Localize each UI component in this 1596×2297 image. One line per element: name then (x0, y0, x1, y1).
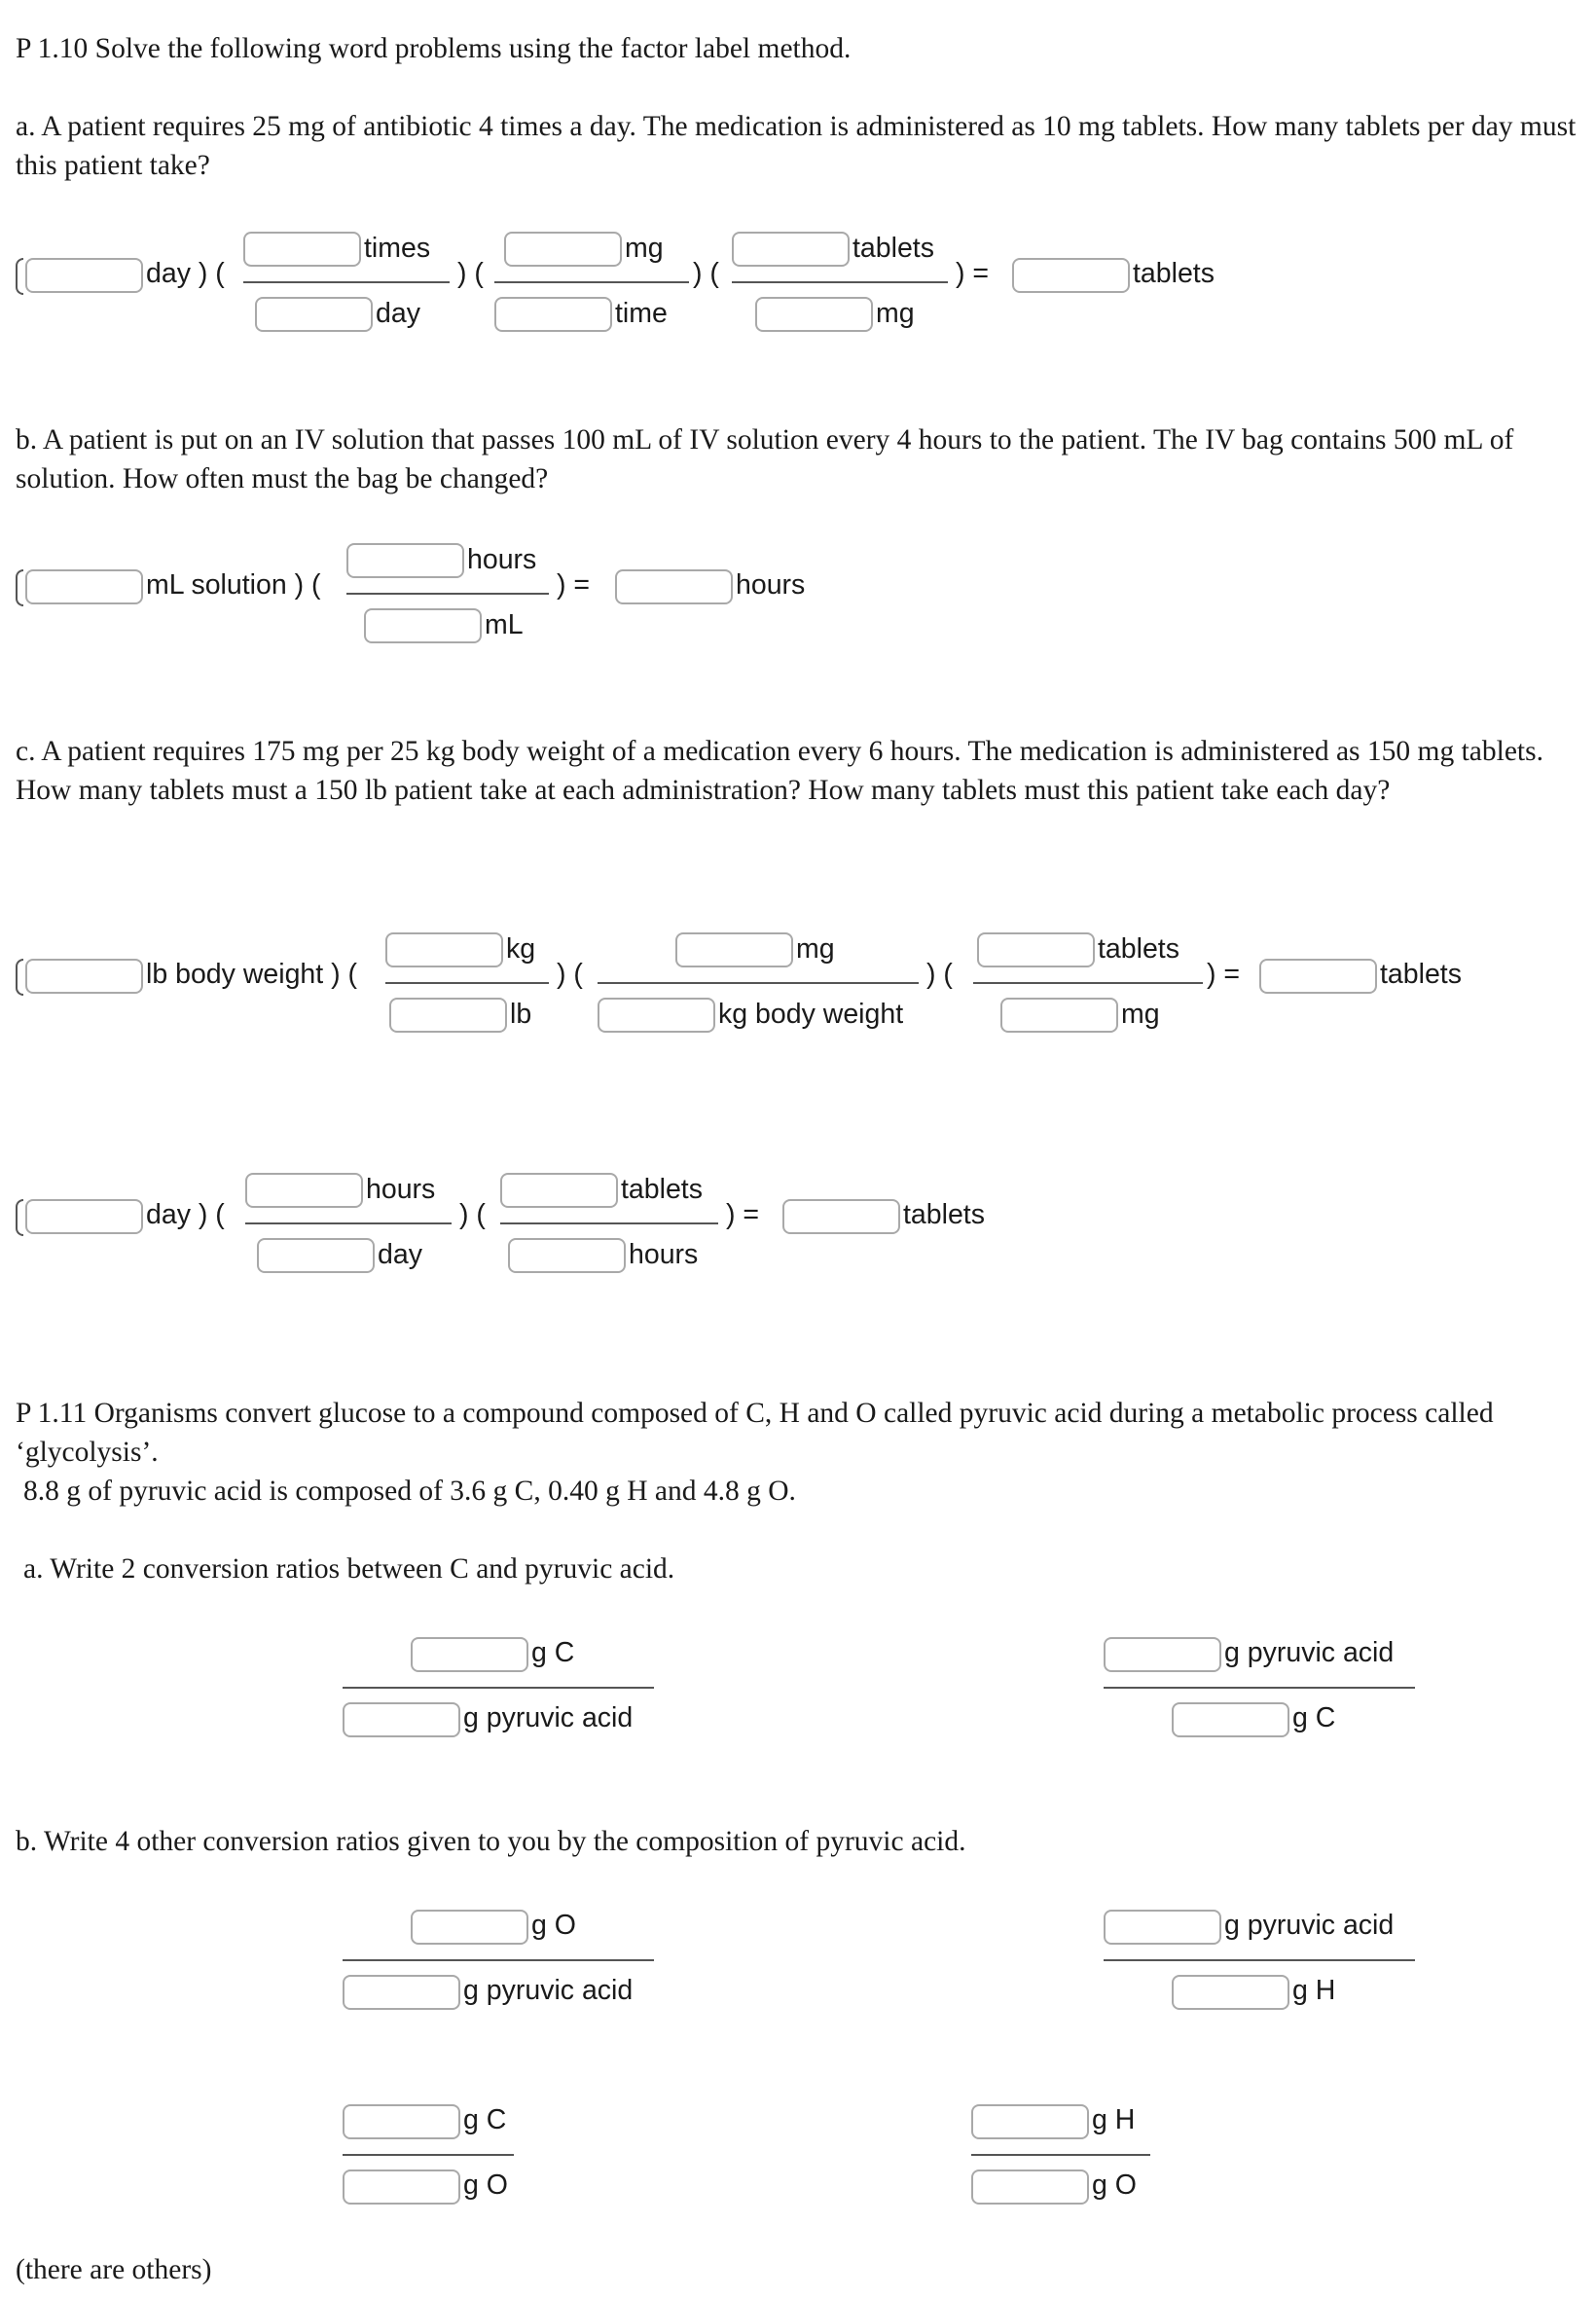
b-result-input[interactable] (615, 569, 733, 604)
a-f3-numerator-input[interactable] (732, 232, 850, 267)
ratio-a2-num-unit: g pyruvic acid (1224, 1637, 1395, 1668)
c2-result-input[interactable] (782, 1199, 900, 1234)
ratio-b4-numerator-input[interactable] (971, 2104, 1089, 2139)
a-f1-num-unit: times (364, 233, 431, 264)
a-close-2: ) ( (693, 258, 719, 289)
c2-result-unit: tablets (903, 1199, 985, 1230)
ratio-a2-denominator-input[interactable] (1172, 1702, 1289, 1737)
ratio-a1-den-unit: g pyruvic acid (463, 1702, 634, 1733)
b-start-unit: mL solution ) ( (146, 569, 321, 601)
a-f2-denominator-input[interactable] (494, 297, 612, 332)
problem-b-question: b. A patient is put on an IV solution that passes 100 mL of IV solution every 4 hours to the patient. The IV bag contains 500 mL of solution. How often must the bag be changed? (16, 424, 1514, 494)
ratio-b3-numerator-input[interactable] (343, 2104, 460, 2139)
ratio-b1-denominator-input[interactable] (343, 1975, 460, 2010)
c1-f3-numerator-input[interactable] (977, 932, 1095, 967)
ratio-b3-denominator-input[interactable] (343, 2169, 460, 2205)
b-start-quantity-input[interactable] (25, 569, 143, 604)
c1-close-1: ) ( (557, 959, 583, 990)
problem-c-question: c. A patient requires 175 mg per 25 kg body weight of a medication every 6 hours. The medication is administered as 150 mg tablets. How many tablets must a 150 lb patient take at each administration? How many tablets must this patient take each day? (16, 736, 1543, 806)
c1-f1-denominator-input[interactable] (389, 998, 507, 1033)
c2-f2-denominator-input[interactable] (508, 1238, 626, 1273)
a-start-quantity-input[interactable] (25, 258, 143, 293)
a-f3-denominator-input[interactable] (755, 297, 873, 332)
ratio-a1-numerator-input[interactable] (411, 1637, 528, 1672)
c2-close-1: ) ( (459, 1199, 486, 1230)
a-start-unit: day ) ( (146, 258, 225, 289)
a-f2-numerator-input[interactable] (504, 232, 622, 267)
b-f1-numerator-input[interactable] (346, 543, 464, 578)
c2-f1-num-unit: hours (366, 1174, 436, 1205)
ratio-b4-num-unit: g H (1092, 2104, 1136, 2135)
ratio-b2-den-unit: g H (1292, 1975, 1336, 2006)
c1-f3-denominator-input[interactable] (1000, 998, 1118, 1033)
c2-start-unit: day ) ( (146, 1199, 225, 1230)
ratio-a2-numerator-input[interactable] (1104, 1637, 1221, 1672)
footnote-others: (there are others) (16, 2254, 212, 2285)
c1-f2-num-unit: mg (796, 933, 835, 965)
c2-f1-denominator-input[interactable] (257, 1238, 375, 1273)
ratio-b1-num-unit: g O (531, 1910, 576, 1941)
ratio-b2-num-unit: g pyruvic acid (1224, 1910, 1395, 1941)
a-f1-numerator-input[interactable] (243, 232, 361, 267)
a-result-input[interactable] (1012, 258, 1130, 293)
c1-f2-numerator-input[interactable] (675, 932, 793, 967)
c1-start-quantity-input[interactable] (25, 959, 143, 994)
c2-equals: ) = (726, 1199, 760, 1230)
problem-1-11a-question: a. Write 2 conversion ratios between C and pyruvic acid. (23, 1553, 675, 1585)
b-f1-denominator-input[interactable] (364, 608, 482, 643)
c1-start-unit: lb body weight ) ( (146, 959, 358, 990)
ratio-b3-num-unit: g C (463, 2104, 507, 2135)
c2-f2-numerator-input[interactable] (500, 1173, 618, 1208)
c1-close-2: ) ( (926, 959, 953, 990)
c1-f3-num-unit: tablets (1098, 933, 1179, 965)
c2-f2-num-unit: tablets (621, 1174, 703, 1205)
problem-a-question: a. A patient requires 25 mg of antibiotic 4 times a day. The medication is administered as 10 mg tablets. How many tablets per day must this patient take? (16, 111, 1577, 181)
ratio-b2-denominator-input[interactable] (1172, 1975, 1289, 2010)
a-f3-den-unit: mg (876, 298, 915, 329)
a-f1-denominator-input[interactable] (255, 297, 373, 332)
a-close-1: ) ( (457, 258, 484, 289)
problem-1-11-composition: 8.8 g of pyruvic acid is composed of 3.6 g C, 0.40 g H and 4.8 g O. (23, 1476, 796, 1507)
c1-f1-num-unit: kg (506, 933, 536, 965)
ratio-b1-den-unit: g pyruvic acid (463, 1975, 634, 2006)
problem-1-10-intro: P 1.10 Solve the following word problems using the factor label method. (16, 33, 852, 64)
a-f2-den-unit: time (615, 298, 668, 329)
c1-f1-den-unit: lb (510, 999, 532, 1030)
ratio-b4-denominator-input[interactable] (971, 2169, 1089, 2205)
a-f1-den-unit: day (376, 298, 420, 329)
c2-start-quantity-input[interactable] (25, 1199, 143, 1234)
ratio-a1-num-unit: g C (531, 1637, 575, 1668)
a-f3-num-unit: tablets (852, 233, 934, 264)
ratio-b2-numerator-input[interactable] (1104, 1910, 1221, 1945)
c1-f3-den-unit: mg (1121, 999, 1160, 1030)
problem-1-11-intro: P 1.11 Organisms convert glucose to a compound composed of C, H and O called pyruvic acid during a metabolic process called ‘glycolysis’. (16, 1398, 1494, 1468)
c2-f1-numerator-input[interactable] (245, 1173, 363, 1208)
c1-equals: ) = (1207, 959, 1241, 990)
a-equals: ) = (956, 258, 990, 289)
ratio-b3-den-unit: g O (463, 2169, 508, 2201)
ratio-b4-den-unit: g O (1092, 2169, 1137, 2201)
c1-f2-den-unit: kg body weight (718, 999, 904, 1030)
c1-result-input[interactable] (1259, 959, 1377, 994)
ratio-b1-numerator-input[interactable] (411, 1910, 528, 1945)
c1-result-unit: tablets (1380, 959, 1462, 990)
b-f1-den-unit: mL (485, 609, 524, 640)
ratio-a1-denominator-input[interactable] (343, 1702, 460, 1737)
b-equals: ) = (557, 569, 591, 601)
b-f1-num-unit: hours (467, 544, 537, 575)
b-result-unit: hours (736, 569, 806, 601)
a-result-unit: tablets (1133, 258, 1215, 289)
c1-f1-numerator-input[interactable] (385, 932, 503, 967)
c2-f1-den-unit: day (378, 1239, 422, 1270)
c1-f2-denominator-input[interactable] (598, 998, 715, 1033)
a-f2-num-unit: mg (625, 233, 664, 264)
c2-f2-den-unit: hours (629, 1239, 699, 1270)
problem-1-11b-question: b. Write 4 other conversion ratios given to you by the composition of pyruvic acid. (16, 1826, 966, 1857)
ratio-a2-den-unit: g C (1292, 1702, 1336, 1733)
